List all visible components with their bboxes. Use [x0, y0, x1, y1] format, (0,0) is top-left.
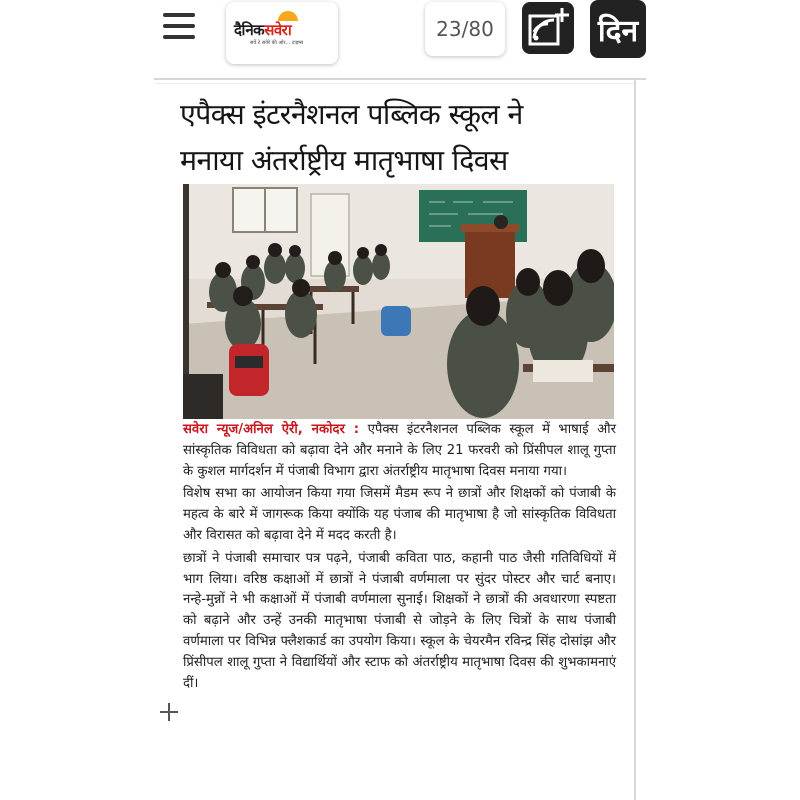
- paragraph-1-text: एपैक्स इंटरनैशनल पब्लिक स्कूल में भाषाई और सांस्कृतिक विविधता को बढ़ावा देने और मनाने के लिए 21 फरवरी को प्रिंसीपल शालू गुप्ता के कुशल मार्गदर्शन में पंजाबी विभाग द्वारा अंतर्राष्ट्रीय मातृभाषा दिवस मनाया गया।: [183, 422, 616, 479]
- classroom-photo-image: [183, 184, 614, 419]
- top-toolbar: [0, 0, 800, 80]
- page-counter-button[interactable]: [425, 2, 505, 56]
- logo-tagline: सर्वे टे सवेरे की ओर... टाइम्स: [250, 40, 304, 46]
- paragraph-3: छात्रों ने पंजाबी समाचार पत्र पढ़ने, पंजाबी कविता पाठ, कहानी पाठ जैसी गतिविधियों में भाग लिया। वरिष्ठ कक्षाओं में छात्रों ने पंजाबी वर्णमाला पर सुंदर पोस्टर और चार्ट बनाए। नन्हे-मुन्नों ने भी कक्षाओं में पंजाबी वर्णमाला सुनाई। शिक्षकों ने छात्रों की अवधारणा स्पष्टता को बढ़ाने और उन्हें उनकी मातृभाषा पंजाबी से जोड़ने के लिए चित्रों के साथ पंजाबी वर्णमाला पर विभिन्न फ्लैशकार्ड का उपयोग किया। स्कूल के चेयरमैन रविन्द्र सिंह दोसांझ और प्रिंसीपल शालू गुप्ता ने विद्यार्थियों और स्टाफ को अंतर्राष्ट्रीय मातृभाषा दिवस की शुभकामनाएं दीं।: [183, 550, 616, 691]
- article-photo[interactable]: [183, 184, 614, 419]
- page-edge-right: [634, 80, 636, 800]
- article-byline: सवेरा न्यूज/अनिल ऐरी, नकोदर :: [183, 422, 360, 437]
- article-body: [183, 420, 616, 696]
- headline-line-2: मनाया अंतर्राष्ट्रीय मातृभाषा दिवस: [180, 144, 508, 177]
- language-toggle-button[interactable]: [590, 0, 646, 58]
- page-edge-top-inner: [154, 83, 634, 84]
- headline-line-1: एपैक्स इंटरनैशनल पब्लिक स्कूल ने: [180, 98, 523, 131]
- article-headline: [180, 92, 620, 184]
- language-toggle-label: दिन: [597, 13, 639, 49]
- logo-name-part2: सवेरा: [264, 21, 292, 39]
- clip-news-button[interactable]: [522, 2, 574, 54]
- page-counter-label: 23/80: [436, 17, 494, 41]
- zoom-plus-icon[interactable]: [160, 703, 178, 721]
- paragraph-1: [183, 420, 616, 482]
- paragraph-2: विशेष सभा का आयोजन किया गया जिसमें मैडम रूप ने छात्रों और शिक्षकों को पंजाबी के महत्व के बारे में जागरूक किया क्योंकि यह पंजाब की मातृभाषा है जो सांस्कृतिक विविधता और विरासत को बढ़ावा देने में मदद करती है।: [183, 486, 616, 543]
- newspaper-logo[interactable]: [226, 2, 338, 64]
- hamburger-menu-icon[interactable]: [160, 10, 198, 44]
- logo-text: [234, 20, 334, 40]
- page-edge-top: [154, 78, 646, 80]
- logo-name-part1: दैनिक: [234, 21, 265, 39]
- clip-news-icon: [526, 6, 570, 50]
